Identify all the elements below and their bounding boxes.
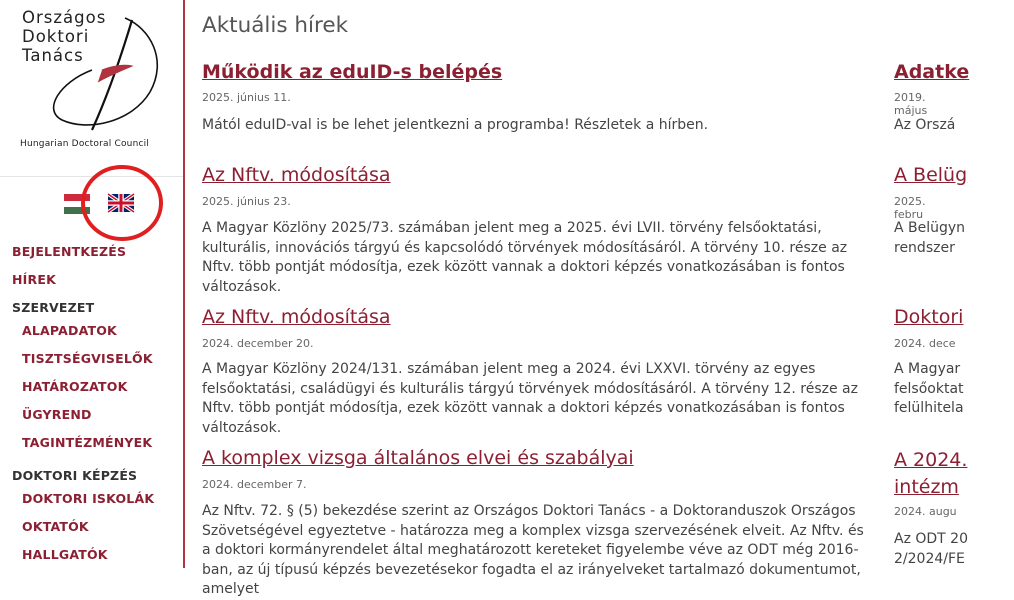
news-date: 2025. febru xyxy=(894,195,926,221)
sidebar xyxy=(0,0,185,568)
news-title-nftv-2025[interactable]: Az Nftv. módosítása xyxy=(202,164,391,186)
logo-line-3: Tanács xyxy=(22,46,84,65)
news-date: 2024. december 7. xyxy=(202,478,307,491)
nav-section-organization: SZERVEZET xyxy=(12,300,95,315)
news-title-col2-1[interactable]: Adatke xyxy=(894,61,970,83)
nav-students[interactable]: HALLGATÓK xyxy=(22,547,108,562)
nav-supervisors[interactable]: OKTATÓK xyxy=(22,519,89,534)
news-date: 2024. augu xyxy=(894,505,957,518)
news-body: A Magyar felsőoktat felülhitela xyxy=(894,361,964,416)
news-title-col2-3[interactable]: Doktori xyxy=(894,306,964,328)
news-title-col2-4[interactable]: A 2024. intézm xyxy=(894,449,968,498)
news-body: A Magyar Közlöny 2024/131. számában jelent meg a 2024. évi LXXVI. törvény az egyes felsőoktatási, családügyi és kulturális tárgyú törvények módosításáról. A törvény 12. része az Nftv. több pontját módosítja, ezek között vannak a doktori képzés vonatkozásában is fontos változások. xyxy=(202,361,858,436)
news-body: Az Nftv. 72. § (5) bekezdése szerint az Országos Doktori Tanács - a Doktoranduszok Országos Szövetségével egyeztetve - határozza meg a komplex vizsga szervezésének elveit. Az Nftv. és a doktori kormányrendelet által meghatározott kereteket figyelembe véve az ODT még 2016-ban, az új típusú képzés bevezetésekor fogadta el az irányelveket tartalmazó dokumentumot, amelyet xyxy=(202,503,864,597)
nav-doctoral-schools[interactable]: DOKTORI ISKOLÁK xyxy=(22,491,155,506)
news-date: 2025. június 11. xyxy=(202,91,291,104)
news-body: Az ODT 20 2/2024/FE xyxy=(894,531,968,567)
news-title-nftv-2024[interactable]: Az Nftv. módosítása xyxy=(202,306,391,328)
news-body: A Magyar Közlöny 2025/73. számában jelent meg a 2025. évi LVII. törvény felsőoktatási, kulturális, innovációs tárgyú és kapcsolódó törvények módosításáról. A törvény 10. része az Nftv. több pontját módosítja, ezek között vannak a doktori képzés vonatkozásában is fontos változások. xyxy=(202,220,848,295)
logo-subtitle: Hungarian Doctoral Council xyxy=(20,139,150,149)
logo-brush-mark xyxy=(0,0,183,176)
news-date: 2019. május xyxy=(894,91,928,117)
nav-news[interactable]: HÍREK xyxy=(12,272,56,287)
nav-login[interactable]: BEJELENTKEZÉS xyxy=(12,244,127,259)
page-title: Aktuális hírek xyxy=(202,13,349,38)
nav-officials[interactable]: TISZTSÉGVISELŐK xyxy=(22,351,153,366)
news-date: 2024. december 20. xyxy=(202,337,314,350)
news-title-complex-exam[interactable]: A komplex vizsga általános elvei és szabályai xyxy=(202,447,634,469)
news-date: 2024. dece xyxy=(894,337,956,350)
logo-line-1: Országos xyxy=(22,8,107,27)
news-date: 2025. június 23. xyxy=(202,195,291,208)
nav-basic-data[interactable]: ALAPADATOK xyxy=(22,323,117,338)
news-title-col2-2[interactable]: A Belüg xyxy=(894,164,968,186)
nav-member-institutions[interactable]: TAGINTÉZMÉNYEK xyxy=(22,435,153,450)
nav-rules-of-procedure[interactable]: ÜGYREND xyxy=(22,407,92,422)
logo-line-2: Doktori xyxy=(22,27,90,46)
news-title-eduid[interactable]: Működik az eduID-s belépés xyxy=(202,61,503,83)
highlight-circle-icon xyxy=(79,162,165,242)
nav-section-doctoral-training: DOKTORI KÉPZÉS xyxy=(12,468,138,483)
site-logo[interactable] xyxy=(0,0,183,176)
news-body: Mától eduID-val is be lehet jelentkezni a programba! Részletek a hírben. xyxy=(202,117,709,133)
news-body: Az Orszá xyxy=(894,117,956,133)
nav-resolutions[interactable]: HATÁROZATOK xyxy=(22,379,128,394)
news-body: A Belügyn rendszer xyxy=(894,220,966,256)
